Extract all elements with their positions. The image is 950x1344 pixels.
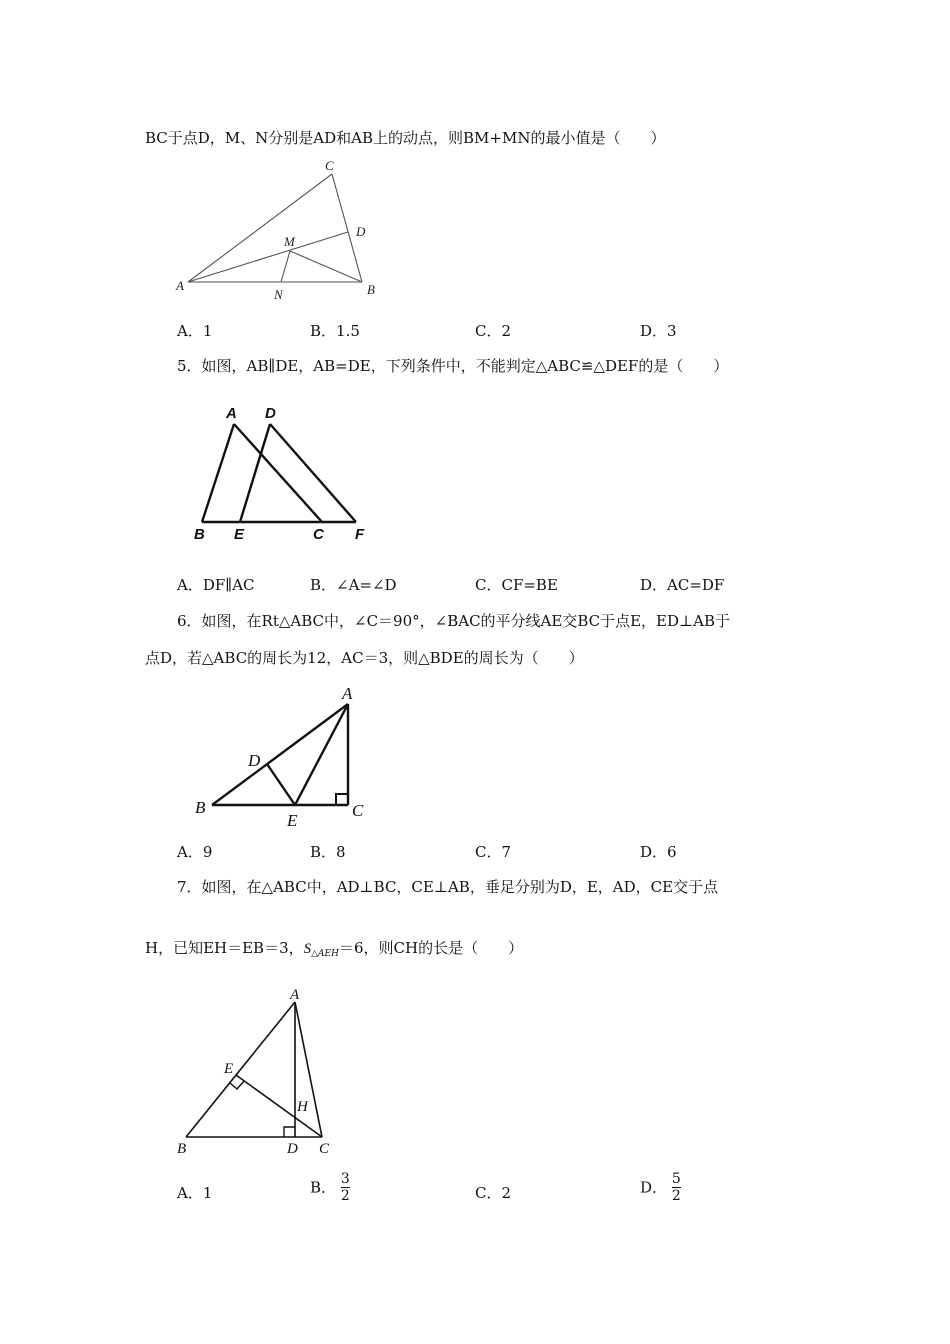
q5-option-b[interactable]: B．∠A=∠D bbox=[310, 576, 397, 594]
q4-option-d[interactable]: D．3 bbox=[640, 322, 677, 340]
q7-option-b-label: B． bbox=[310, 1178, 337, 1197]
q4-option-b[interactable]: B．1.5 bbox=[310, 322, 360, 340]
q7-label-d: D bbox=[287, 1141, 298, 1157]
q4-text: BC于点D，M、N分别是AD和AB上的动点，则BM+MN的最小值是（ ） bbox=[145, 129, 666, 147]
q4-option-a[interactable]: A．1 bbox=[177, 322, 213, 340]
q7-option-d[interactable] bbox=[640, 1171, 681, 1204]
q7-figure bbox=[172, 985, 352, 1160]
q5-label-d: D bbox=[265, 405, 276, 422]
q7-area-subscript: △AEH bbox=[311, 949, 339, 959]
q5-option-c[interactable]: C．CF=BE bbox=[475, 576, 558, 594]
q4-label-m: M bbox=[284, 234, 295, 249]
q7-option-c[interactable]: C．2 bbox=[475, 1184, 512, 1202]
q6-label-e: E bbox=[287, 811, 298, 830]
q7-label-c: C bbox=[319, 1141, 330, 1157]
q5-text: 5．如图，AB∥DE，AB=DE，下列条件中，不能判定△ABC≌△DEF的是（ ） bbox=[177, 357, 729, 375]
q7-line2-a: H，已知EH＝EB＝3， bbox=[145, 939, 304, 957]
q4-label-c: C bbox=[325, 158, 334, 173]
q5-label-e: E bbox=[234, 526, 245, 543]
q5-option-d[interactable]: D．AC=DF bbox=[640, 576, 725, 594]
q7-line2-b: ＝6，则CH的长是（ ） bbox=[338, 939, 524, 957]
q6-label-c: C bbox=[352, 801, 364, 820]
q7-text-line1: 7．如图，在△ABC中，AD⊥BC，CE⊥AB，垂足分别为D，E，AD，CE交于点 bbox=[177, 878, 719, 896]
q4-option-c[interactable]: C．2 bbox=[475, 322, 512, 340]
q6-label-d: D bbox=[248, 751, 261, 770]
q6-text-line2: 点D，若△ABC的周长为12，AC＝3，则△BDE的周长为（ ） bbox=[145, 649, 584, 667]
q5-label-f: F bbox=[355, 526, 365, 543]
q5-label-a: A bbox=[226, 405, 237, 422]
q4-label-d: D bbox=[356, 224, 366, 239]
q7-label-e: E bbox=[224, 1061, 234, 1077]
q7-label-b: B bbox=[177, 1141, 187, 1157]
q6-option-c[interactable]: C．7 bbox=[475, 843, 512, 861]
q7-label-a: A bbox=[290, 987, 300, 1003]
q6-label-a: A bbox=[342, 684, 353, 703]
q7-option-a[interactable]: A．1 bbox=[177, 1184, 213, 1202]
q7-option-d-label: D． bbox=[640, 1178, 668, 1197]
q6-text-line1: 6．如图，在Rt△ABC中，∠C＝90°，∠BAC的平分线AE交BC于点E，ED⊥AB于 bbox=[177, 612, 730, 630]
q7-option-b-fraction bbox=[341, 1171, 350, 1204]
q5-label-c: C bbox=[313, 526, 324, 543]
q6-option-d[interactable]: D．6 bbox=[640, 843, 677, 861]
q7-label-h: H bbox=[297, 1099, 308, 1115]
q6-label-b: B bbox=[195, 798, 206, 817]
q7-option-b-numerator: 3 bbox=[340, 1171, 350, 1187]
q4-label-b: B bbox=[367, 282, 375, 297]
q4-label-a: A bbox=[176, 278, 184, 293]
q7-option-d-numerator: 5 bbox=[671, 1171, 681, 1187]
q7-option-d-denominator: 2 bbox=[671, 1188, 681, 1204]
q5-figure bbox=[188, 400, 388, 550]
q7-option-d-fraction bbox=[672, 1171, 681, 1204]
q7-text-line2 bbox=[145, 938, 523, 964]
q4-label-n: N bbox=[274, 287, 283, 302]
q7-option-b-denominator: 2 bbox=[340, 1188, 350, 1204]
q7-area-symbol: S bbox=[303, 941, 312, 957]
q5-option-a[interactable]: A．DF∥AC bbox=[177, 576, 255, 594]
q6-option-b[interactable]: B．8 bbox=[310, 843, 346, 861]
q7-option-b[interactable] bbox=[310, 1171, 350, 1204]
q4-figure bbox=[170, 158, 390, 306]
q6-option-a[interactable]: A．9 bbox=[177, 843, 213, 861]
q6-figure bbox=[190, 682, 375, 832]
q5-label-b: B bbox=[194, 526, 205, 543]
